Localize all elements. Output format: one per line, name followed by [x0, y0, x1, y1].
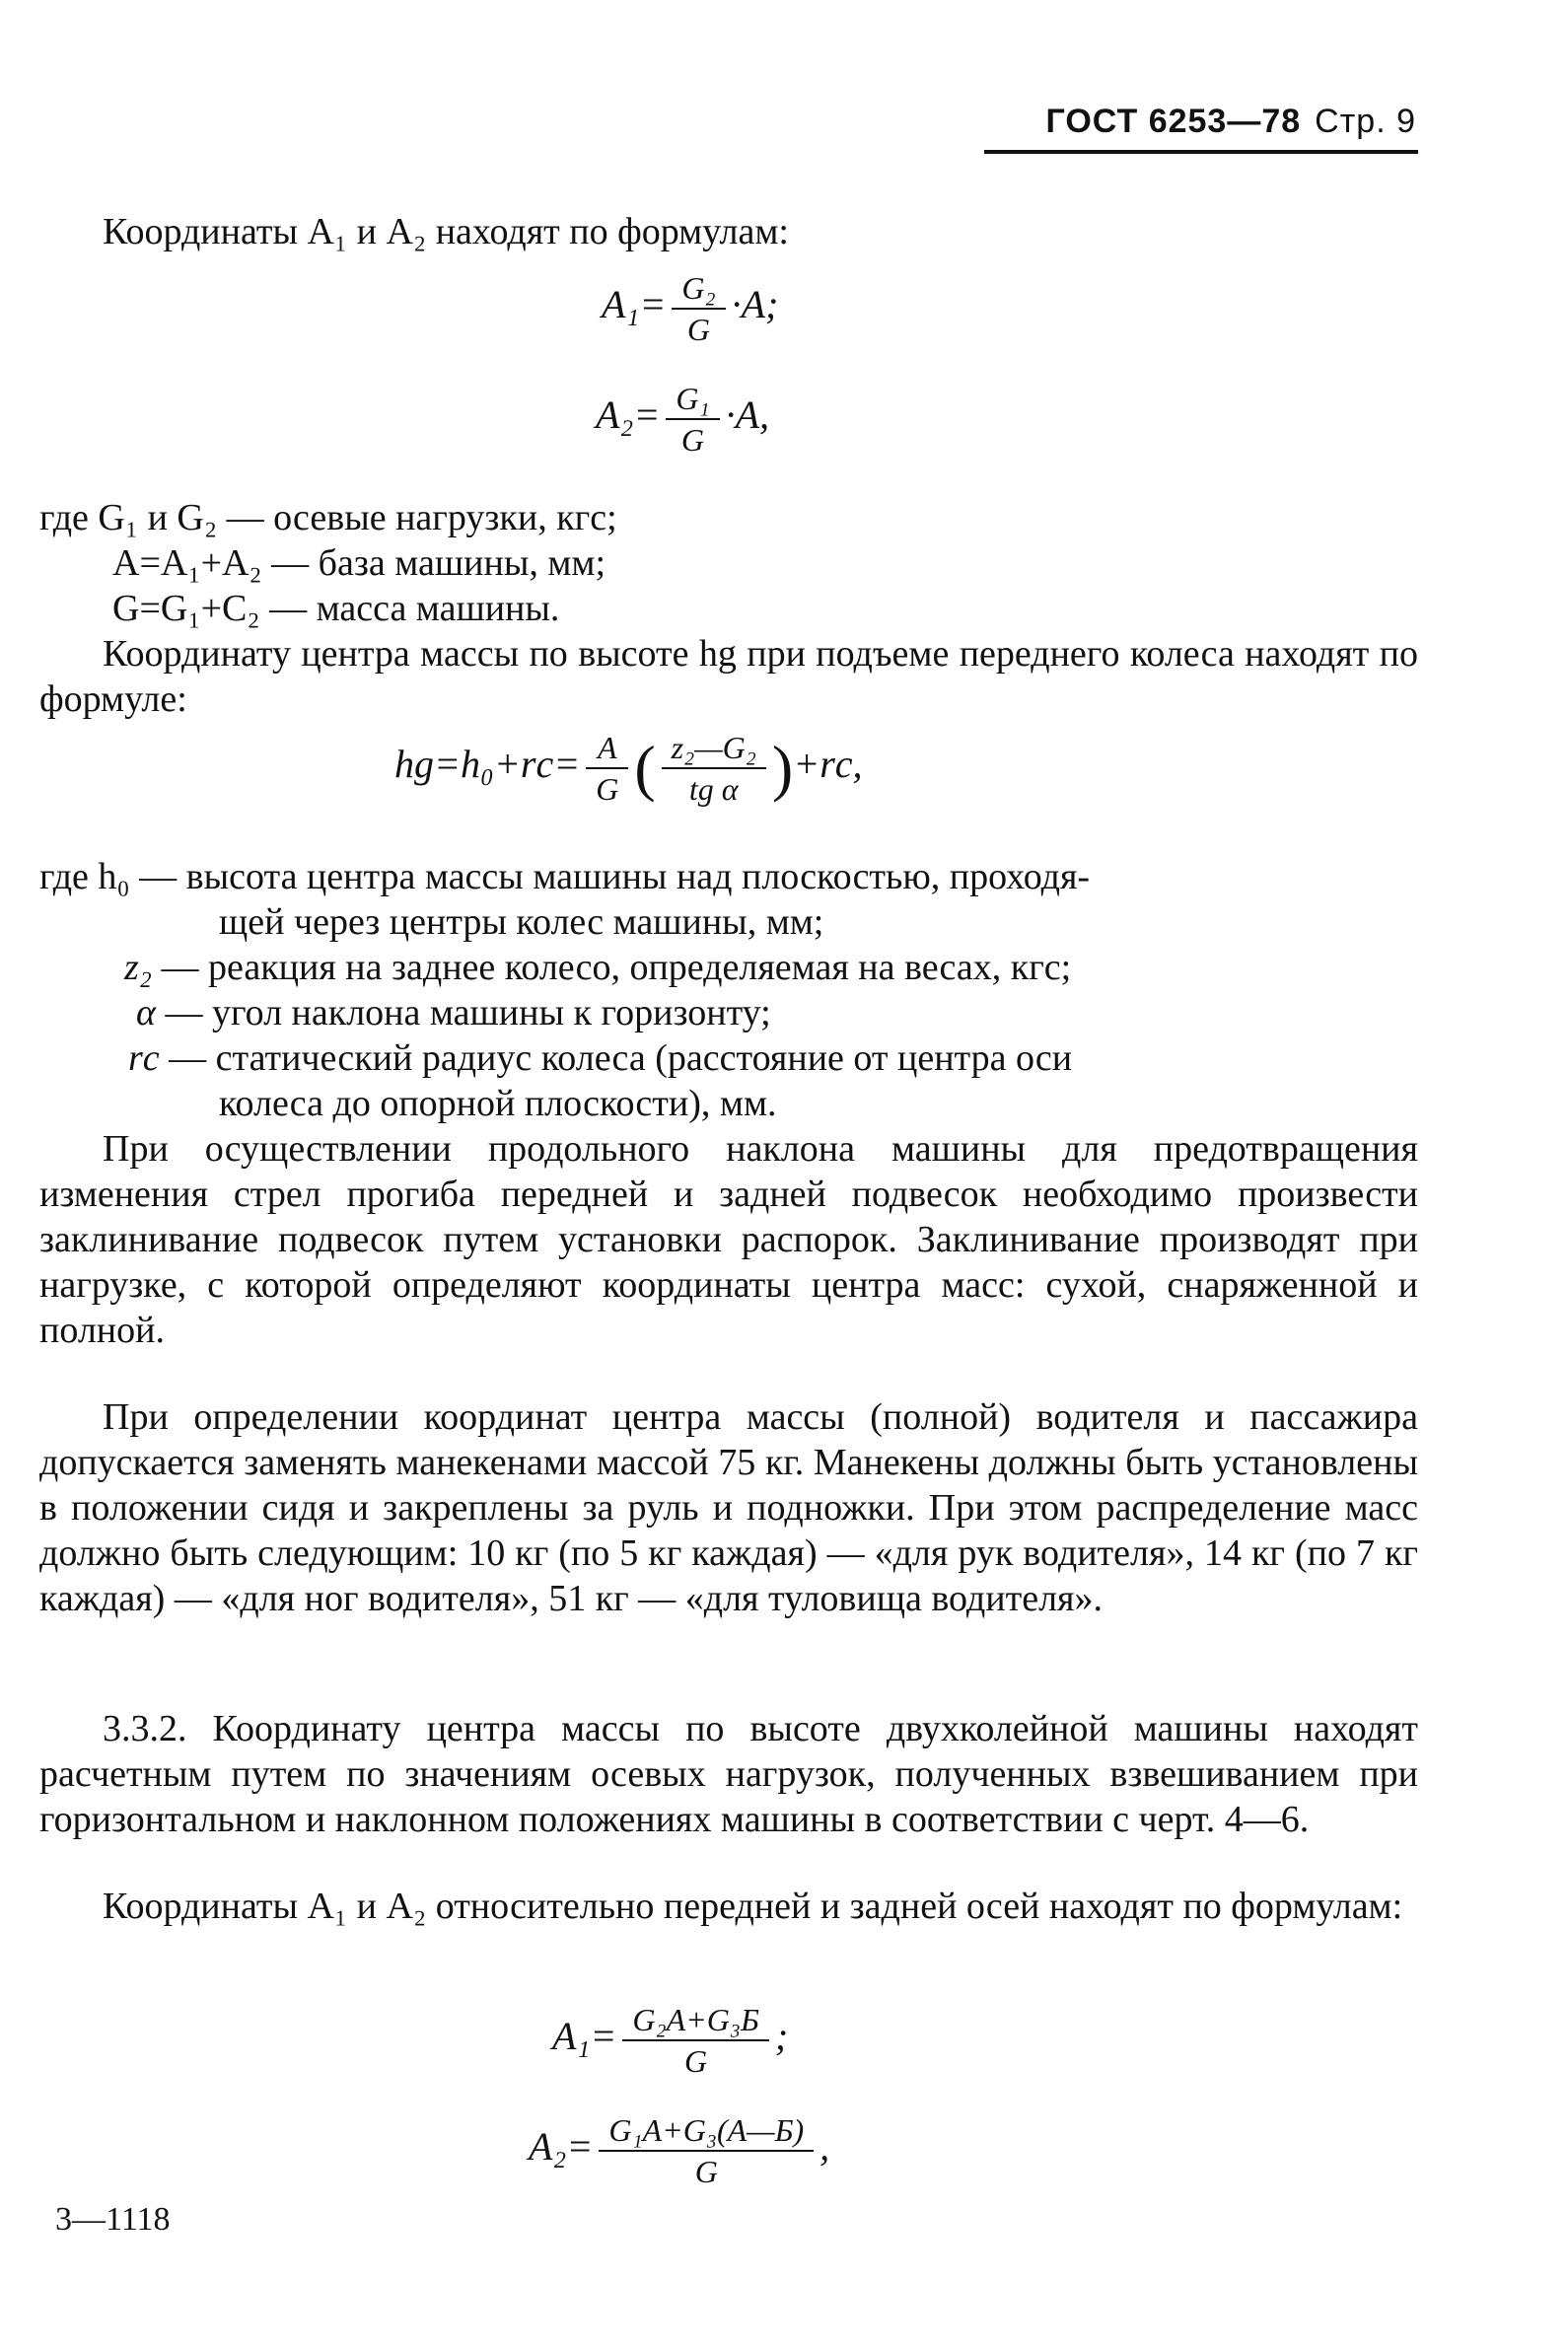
legend-line: z₂ — реакция на заднее колесо, определяемая на весах, кгс;: [124, 947, 1072, 988]
page-header: [1046, 103, 1417, 141]
legend-axle-loads: [39, 495, 1420, 631]
paragraph-4: При определении координат центра массы (полной) водителя и пассажира допускается заменять манекенами массой 75 кг. Манекены должны быть установлены в положении сидя и закреплены за руль и подножки. При этом распределение масс должно быть следующим: 10 кг (по 5 кг каждая) — «для рук водителя», 14 кг (по 7 кг каждая) — «для ног водителя», 51 кг — «для туловища водителя».: [39, 1396, 1418, 1619]
formula-a2: A₂= $\frac{\text{G₁}}{G}$ ·A,: [596, 381, 770, 458]
legend-line: α — угол наклона машины к горизонту;: [136, 992, 771, 1033]
paragraph-2: Координату центра массы по высоте hg при подъеме переднего колеса находят по формуле:: [39, 633, 1418, 720]
paragraph-5: 3.3.2. Координату центра массы по высоте двухколейной машины находят расчетным путем по значениям осевых нагрузок, полученных взвешиванием при горизонтальном и наклонном положениях машины в соответствии с черт. 4—6.: [39, 1708, 1418, 1840]
formula-a2-two-track: A₂= $\frac{\text{G₁A+G₃(A—Б)}}{G}$ ,: [529, 2112, 830, 2189]
legend-line: где G₁ и G₂ — осевые нагрузки, кгс;: [39, 497, 617, 538]
legend-line: A=A₁+A₂ — база машины, мм;: [112, 542, 606, 584]
formula-a1-two-track: A₁= $\frac{\text{G₂A+G₃Б}}{G}$ ;: [552, 2002, 789, 2079]
legend-height: [39, 854, 1420, 1126]
header-rule: [984, 150, 1418, 154]
legend-line: где h₀ — высота центра массы машины над плоскостью, проходя-: [39, 856, 1091, 897]
page-footer-signature: 3—1118: [55, 2201, 171, 2238]
formula-a1: A₁= $\frac{\text{G₂}}{G}$ ·A;: [602, 270, 779, 347]
page-number: Стр. 9: [1315, 103, 1416, 140]
legend-line: G=G₁+C₂ — масса машины.: [112, 588, 560, 629]
standard-number: ГОСТ 6253—78: [1045, 103, 1302, 140]
legend-line: колеса до опорной плоскости), мм.: [219, 1083, 777, 1124]
paragraph-3: При осуществлении продольного наклона машины для предотвращения изменения стрел прогиба передней и задней подвесок необходимо произвести заклинивание подвесок путем установки распорок. Заклинивание производят при нагрузке, с которой определяют координаты центра масс: сухой, снаряженной и полной.: [39, 1128, 1418, 1351]
legend-line: rс — статический радиус колеса (расстояние от центра оси: [128, 1037, 1073, 1079]
paragraph-6: Координаты A₁ и A₂ относительно передней и задней осей находят по формулам:: [103, 1886, 1403, 1927]
legend-line: щей через центры колес машины, мм;: [219, 901, 824, 943]
formula-hg: hg=h₀+rс= $\frac{A}{G}$ ( $\frac{\text{z₂—G₂}}{\text{tg α}}$ )+rс,: [394, 730, 863, 807]
paragraph-1: Координаты A₁ и A₂ находят по формулам:: [103, 211, 789, 252]
